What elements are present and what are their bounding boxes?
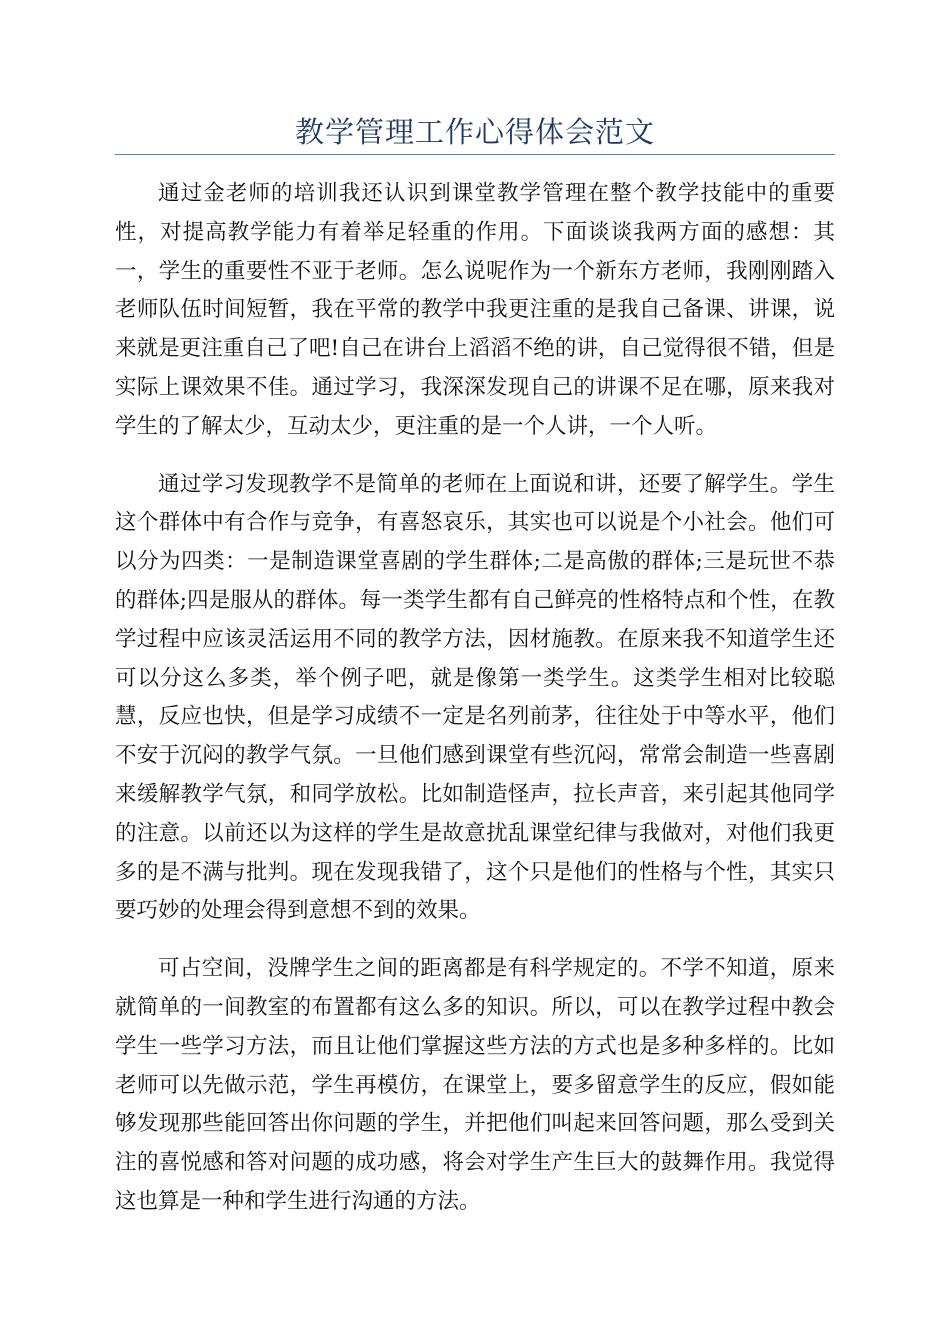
paragraph-2: 通过学习发现教学不是简单的老师在上面说和讲，还要了解学生。学生这个群体中有合作与竞争，有喜怒哀乐，其实也可以说是个小社会。他们可以分为四类：一是制造课堂喜剧的学生群体;二是高傲的群体;三是玩世不恭的群体;四是服从的群体。每一类学生都有自己鲜亮的性格特点和个性，在教学过程中应该灵活运用不同的教学方法，因材施教。在原来我不知道学生还可以分这么多类，举个例子吧，就是像第一类学生。这类学生相对比较聪慧，反应也快，但是学习成绩不一定是名列前茅，往往处于中等水平，他们不安于沉闷的教学气氛。一旦他们感到课堂有些沉闷，常常会制造一些喜剧来缓解教学气氛，和同学放松。比如制造怪声，拉长声音，来引起其他同学的注意。以前还以为这样的学生是故意扰乱课堂纪律与我做对，对他们我更多的是不满与批判。现在发现我错了，这个只是他们的性格与个性，其实只要巧妙的处理会得到意想不到的效果。	[115, 471, 835, 924]
paragraph-3: 可占空间，没牌学生之间的距离都是有科学规定的。不学不知道，原来就简单的一间教室的布置都有这么多的知识。所以，可以在教学过程中教会学生一些学习方法，而且让他们掌握这些方法的方式也是多种多样的。比如老师可以先做示范，学生再模仿，在课堂上，要多留意学生的反应，假如能够发现那些能回答出你问题的学生，并把他们叫起来回答问题，那么受到关注的喜悦感和答对问题的成功感，将会对学生产生巨大的鼓舞作用。我觉得这也算是一种和学生进行沟通的方法。	[115, 956, 835, 1214]
document-body	[115, 175, 835, 1241]
paragraph-1: 通过金老师的培训我还认识到课堂教学管理在整个教学技能中的重要性，对提高教学能力有着举足轻重的作用。下面谈谈我两方面的感想：其一，学生的重要性不亚于老师。怎么说呢作为一个新东方老师，我刚刚踏入老师队伍时间短暂，我在平常的教学中我更注重的是我自己备课、讲课，说来就是更注重自己了吧!自己在讲台上滔滔不绝的讲，自己觉得很不错，但是实际上课效果不佳。通过学习，我深深发现自己的讲课不足在哪，原来我对学生的了解太少，互动太少，更注重的是一个人讲，一个人听。	[115, 181, 835, 439]
title-underline	[115, 154, 835, 155]
document-title: 教学管理工作心得体会范文	[294, 115, 655, 149]
